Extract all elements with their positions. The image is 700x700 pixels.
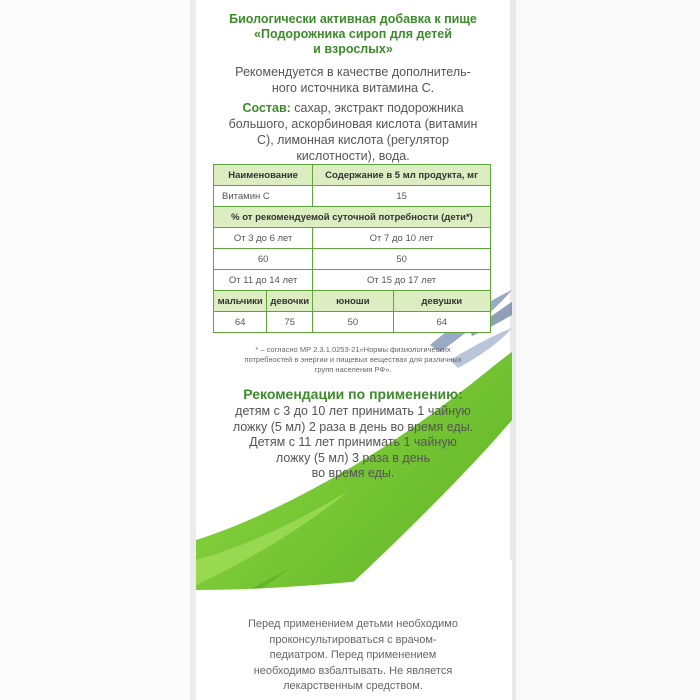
intro-line-1: Рекомендуется в качестве дополнитель- (235, 65, 471, 79)
boys-header: мальчики (214, 291, 267, 312)
label-panel (196, 0, 510, 700)
rec-line-4: ложку (5 мл) 3 раза в день (275, 450, 431, 465)
nutrition-table (213, 164, 491, 333)
age-7-10: От 7 до 10 лет (313, 228, 491, 249)
girls-header: девочки (267, 291, 313, 312)
composition-line-3: С), лимонная кислота (регулятор (257, 133, 449, 147)
left-side-panel (0, 0, 192, 700)
right-side-panel (516, 0, 700, 700)
rec-line-1: детям с 3 до 10 лет принимать 1 чайную (235, 404, 471, 418)
nutrient-amount: 15 (313, 186, 491, 207)
composition-label: Состав: (242, 101, 291, 115)
warning-line-5: лекарственным средством. (283, 680, 423, 692)
value-3-6: 60 (214, 249, 313, 270)
rec-line-2: ложку (5 мл) 2 раза в день во время еды. (232, 419, 474, 434)
footnote-line-3: групп населения РФ». (314, 365, 392, 374)
recommendations-title: Рекомендации по применению: (243, 386, 463, 402)
warning-line-1: Перед применением детьми необходимо (248, 618, 458, 630)
warning-line-4: необходимо взбалтывать. Не является (253, 664, 453, 677)
nutrient-name: Витамин С (214, 186, 313, 207)
age-3-6: От 3 до 6 лет (214, 228, 313, 249)
maidens-header: девушки (393, 291, 490, 312)
footnote (206, 345, 500, 375)
product-title (196, 12, 510, 57)
composition-line-4: кислотности), вода. (296, 149, 410, 163)
rec-line-5: во время еды. (311, 466, 395, 480)
intro-line-2: ного источника витамина С. (271, 81, 435, 95)
boys-value: 64 (214, 312, 267, 333)
warning-line-2: проконсультироваться с врачом- (269, 633, 437, 646)
composition-line-2: большого, аскорбиновая кислота (витамин (228, 117, 478, 131)
maidens-value: 64 (393, 312, 490, 333)
warning-line-3: педиатром. Перед применением (269, 649, 437, 661)
footnote-line-2: потребностей в энергии и пищевых веществах для различных (244, 355, 462, 364)
recommendations-text (196, 404, 510, 482)
pct-header: % от рекомендуемой суточной потребности (дети*) (214, 207, 491, 228)
title-line-1: Биологически активная добавка к пище (229, 12, 477, 26)
age-11-14: От 11 до 14 лет (214, 270, 313, 291)
value-7-10: 50 (313, 249, 491, 270)
youths-header: юноши (313, 291, 393, 312)
title-line-2: «Подорожника сироп для детей (254, 27, 452, 41)
girls-value: 75 (267, 312, 313, 333)
composition (196, 100, 510, 164)
composition-line-1: сахар, экстракт подорожника (290, 101, 464, 115)
title-line-3: и взрослых» (313, 42, 393, 56)
youths-value: 50 (313, 312, 393, 333)
rec-line-3: Детям с 11 лет принимать 1 чайную (249, 435, 457, 449)
footnote-line-1: * – согласно МР 2.3.1.0253-21«Нормы физиологических (255, 345, 451, 354)
header-content: Содержание в 5 мл продукта, мг (313, 165, 491, 186)
intro-text (196, 64, 510, 96)
header-name: Наименование (214, 165, 313, 186)
age-15-17: От 15 до 17 лет (313, 270, 491, 291)
warning-text (196, 617, 510, 695)
